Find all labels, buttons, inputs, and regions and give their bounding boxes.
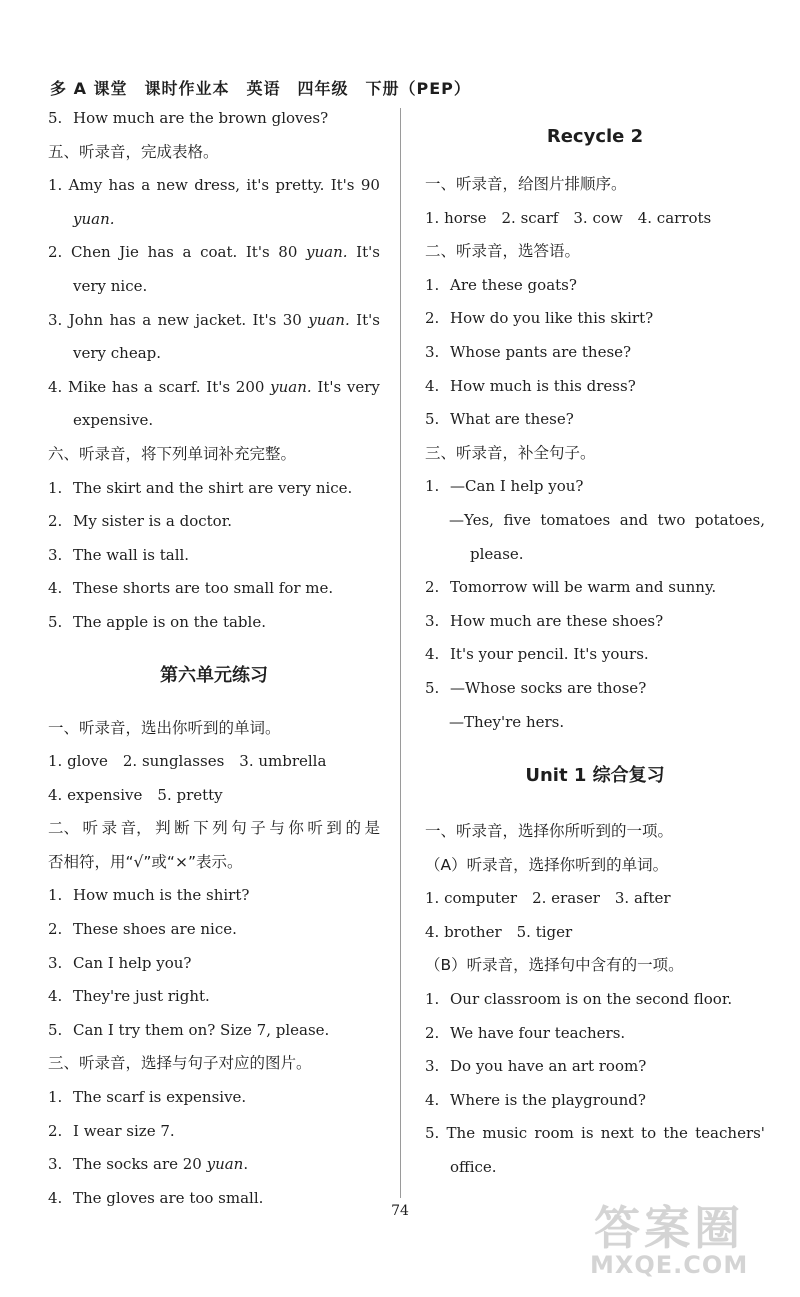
list-item: 1. The scarf is expensive. [48, 1088, 247, 1107]
list-item: 4. Where is the playground? [425, 1090, 646, 1109]
list-item: 5. Can I try them on? Size 7, please. [48, 1020, 330, 1039]
section-heading: 二、听录音，选答语。 [425, 242, 581, 261]
unit-title: Recycle 2 [546, 126, 644, 147]
word-list: 1. horse 2. scarf 3. cow 4. carrots [425, 208, 712, 227]
list-item: 5. The apple is on the table. [48, 612, 266, 631]
section-heading: 五、听录音，完成表格。 [48, 142, 219, 161]
list-item: 1. How much is the shirt? [48, 886, 250, 905]
column-divider [400, 108, 401, 1198]
watermark-logo [590, 1201, 749, 1279]
word-list: 1. glove 2. sunglasses 3. umbrella [48, 752, 327, 771]
list-item-continuation: yuan. [73, 209, 115, 228]
right-column [425, 102, 765, 1185]
list-item: 2. These shoes are nice. [48, 920, 237, 939]
section-heading: 二、 听 录 音， 判 断 下 列 句 子 与 你 听 到 的 是 [48, 819, 380, 838]
unit-title: 第六单元练习 [160, 664, 268, 686]
list-item-line: 3. John has a new jacket. It's 30 yuan. It's [48, 310, 380, 329]
section-heading: 三、听录音，补全句子。 [425, 443, 596, 462]
dialogue-line: —Yes, five tomatoes and two potatoes, [449, 510, 765, 529]
list-item: 1. Our classroom is on the second floor. [425, 990, 733, 1009]
word-list: 1. computer 2. eraser 3. after [425, 889, 671, 908]
subsection-heading: （B）听录音，选择句中含有的一项。 [425, 956, 684, 975]
list-item: 5. How much are the brown gloves? [48, 109, 329, 127]
dialogue-continuation: please. [470, 544, 524, 563]
list-item: 3. The wall is tall. [48, 545, 190, 564]
list-item: 1. Are these goats? [425, 275, 577, 294]
word-list: 4. brother 5. tiger [425, 922, 573, 941]
list-item: 3. How much are these shoes? [425, 611, 664, 630]
list-item: 2. We have four teachers. [425, 1023, 626, 1042]
list-item: 4. How much is this dress? [425, 376, 636, 395]
list-item: 4. The gloves are too small. [48, 1188, 264, 1207]
list-item-line: 5. The music room is next to the teachers' [425, 1124, 765, 1143]
section-heading: 一、听录音，给图片排顺序。 [425, 175, 627, 193]
list-item: 2. Tomorrow will be warm and sunny. [425, 578, 717, 597]
left-column [48, 102, 380, 1215]
list-item: 4. They're just right. [48, 987, 210, 1006]
section-heading: 六、听录音，将下列单词补充完整。 [48, 444, 297, 463]
list-item-continuation: expensive. [73, 411, 154, 430]
list-item-line: 2. Chen Jie has a coat. It's 80 yuan. It's [48, 243, 380, 262]
unit-title: Unit 1 综合复习 [525, 765, 665, 787]
section-heading: 一、听录音，选出你听到的单词。 [48, 718, 281, 737]
list-item: 5. —Whose socks are those? [425, 678, 647, 697]
list-item: 1. The skirt and the shirt are very nice. [48, 478, 353, 497]
list-item: 3. Can I help you? [48, 953, 192, 972]
dialogue-line: —They're hers. [449, 712, 565, 731]
list-item: 3. The socks are 20 yuan. [48, 1155, 249, 1174]
list-item-continuation: very nice. [73, 276, 148, 295]
page-header: 多 A 课堂 课时作业本 英语 四年级 下册（PEP） [50, 79, 471, 98]
page-number: 74 [391, 1203, 409, 1219]
list-item: 2. My sister is a doctor. [48, 512, 232, 531]
list-item: 2. How do you like this skirt? [425, 309, 654, 328]
word-list: 4. expensive 5. pretty [48, 785, 223, 804]
list-item: 2. I wear size 7. [48, 1121, 175, 1140]
list-item: 1. —Can I help you? [425, 477, 584, 496]
watermark-text: 答案圈 [594, 1201, 745, 1255]
section-heading-continuation: 否相符，用“√”或“×”表示。 [48, 852, 243, 871]
list-item: 5. What are these? [425, 410, 574, 429]
subsection-heading: （A）听录音，选择你听到的单词。 [425, 855, 669, 874]
list-item: 3. Do you have an art room? [425, 1057, 647, 1076]
section-heading: 一、听录音，选择你所听到的一项。 [425, 822, 674, 841]
watermark-url: MXQE.COM [590, 1251, 749, 1279]
list-item-line: 4. Mike has a scarf. It's 200 yuan. It's very [48, 377, 380, 396]
list-item: 3. Whose pants are these? [425, 342, 632, 361]
list-item-line: 1. Amy has a new dress, it's pretty. It's 90 [48, 176, 380, 195]
list-item-continuation: office. [450, 1158, 497, 1177]
list-item: 4. It's your pencil. It's yours. [425, 645, 649, 664]
section-heading: 三、听录音，选择与句子对应的图片。 [48, 1054, 312, 1073]
list-item-continuation: very cheap. [73, 344, 162, 363]
list-item: 4. These shorts are too small for me. [48, 579, 334, 598]
